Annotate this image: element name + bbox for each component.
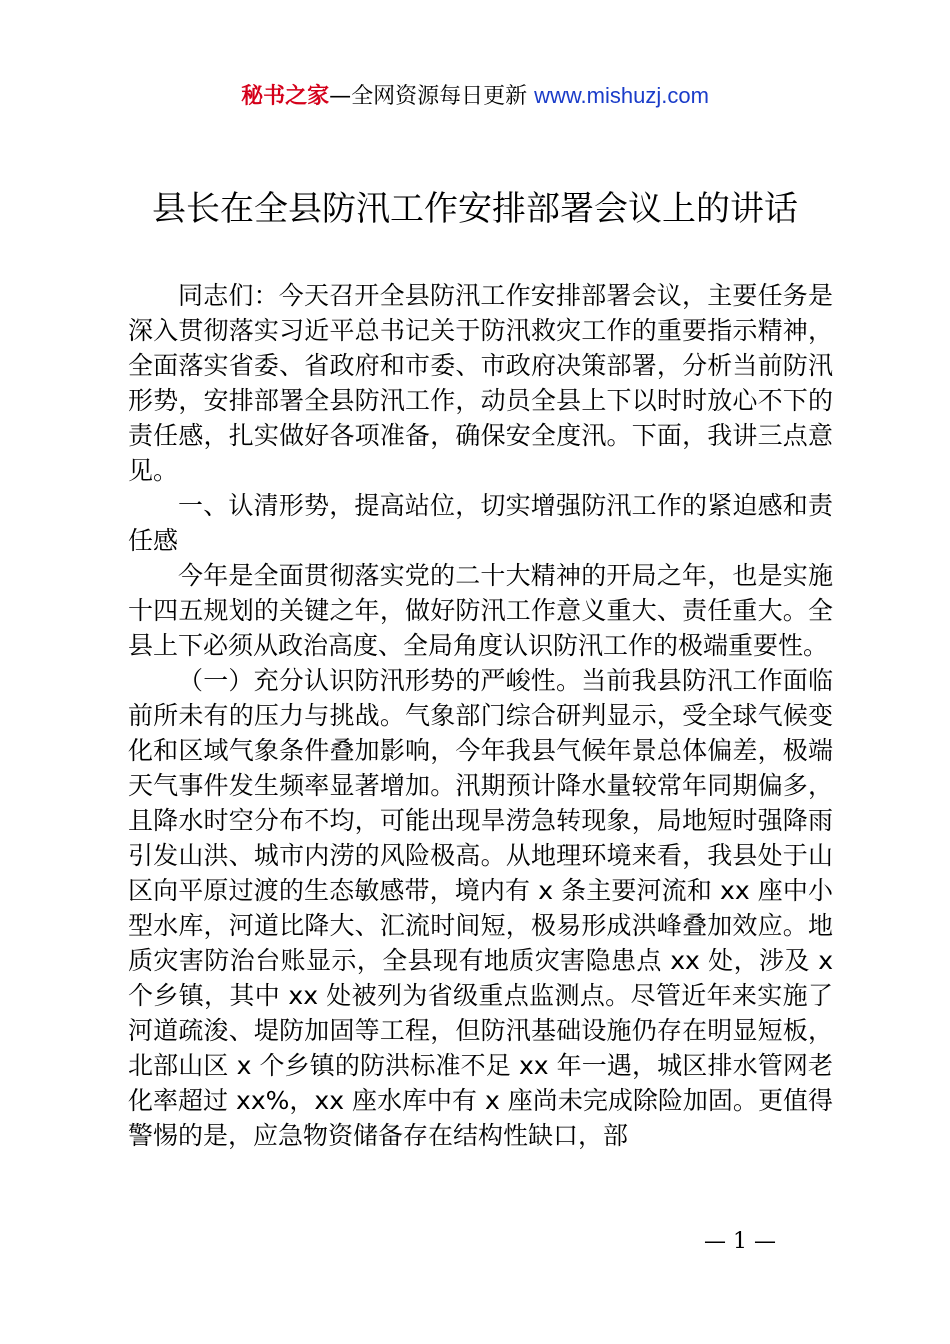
site-tagline: —全网资源每日更新 [329,84,535,109]
paragraph-section-heading: 一、认清形势，提高站位，切实增强防汛工作的紧迫感和责任感 [128,491,833,555]
paragraph-greeting: 同志们：今天召开全县防汛工作安排部署会议，主要任务是深入贯彻落实习近平总书记关于防汛救灾工作的重要指示精神，全面落实省委、省政府和市委、市政府决策部署，分析当前防汛形势，安排部署全县防汛工作，动员全县上下以时时放心不下的责任感，扎实做好各项准备，确保安全度汛。下面，我讲三点意见。 [128,281,833,485]
document-title: 县长在全县防汛工作安排部署会议上的讲话 [152,189,798,229]
page-number: — 1 — [704,1229,776,1254]
site-url-link[interactable]: www.mishuzj.com [534,83,709,108]
site-header [0,80,950,113]
paragraph-subsection-one: （一）充分认识防汛形势的严峻性。当前我县防汛工作面临前所未有的压力与挑战。气象部门综合研判显示，受全球气候变化和区域气象条件叠加影响，今年我县气候年景总体偏差，极端天气事件发生频率显著增加。汛期预计降水量较常年同期偏多，且降水时空分布不均，可能出现旱涝急转现象，局地短时强降雨引发山洪、城市内涝的风险极高。从地理环境来看，我县处于山区向平原过渡的生态敏感带，境内有 x 条主要河流和 xx 座中小型水库，河道比降大、汇流时间短，极易形成洪峰叠加效应。地质灾害防治台账显示，全县现有地质灾害隐患点 xx 处，涉及 x 个乡镇，其中 xx 处被列为省级重点监测点。尽管近年来实施了河道疏浚、堤防加固等工程，但防汛基础设施仍存在明显短板，北部山区 x 个乡镇的防洪标准不足 xx 年一遇，城区排水管网老化率超过 xx%，xx 座水库中有 x 座尚未完成除险加固。更值得警惕的是，应急物资储备存在结构性缺口，部 [128,666,833,1150]
document-body [128,278,833,1153]
paragraph-intro: 今年是全面贯彻落实党的二十大精神的开局之年，也是实施十四五规划的关键之年，做好防汛工作意义重大、责任重大。全县上下必须从政治高度、全局角度认识防汛工作的极端重要性。 [128,561,833,660]
site-brand: 秘书之家 [241,84,330,109]
